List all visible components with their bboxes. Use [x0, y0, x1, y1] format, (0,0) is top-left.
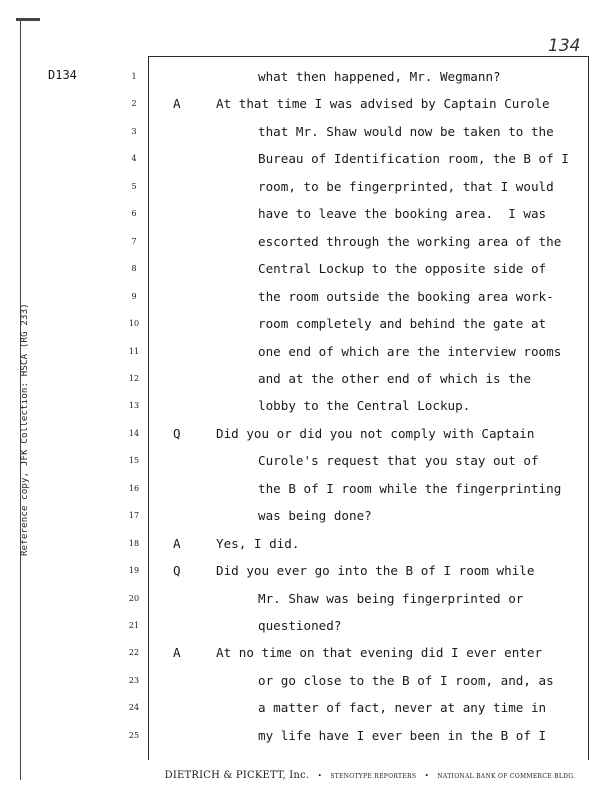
- line-number: 4: [131, 154, 137, 164]
- line-number: 8: [131, 264, 137, 274]
- footer: [150, 770, 590, 781]
- line-number: 17: [128, 511, 140, 521]
- transcript-line: [0, 123, 612, 150]
- transcript-line: [0, 507, 612, 534]
- line-text: escorted through the working area of the: [258, 233, 562, 249]
- line-number: 5: [131, 181, 137, 191]
- line-number: 24: [128, 703, 140, 713]
- line-text: my life have I ever been in the B of I: [258, 727, 547, 743]
- line-text: the room outside the booking area work-: [258, 288, 554, 304]
- line-text: one end of which are the interview rooms: [258, 343, 562, 359]
- transcript-line: [0, 150, 612, 177]
- line-text: room, to be fingerprinted, that I would: [258, 178, 554, 194]
- transcript-line: [0, 644, 612, 671]
- footer-company: DIETRICH & PICKETT, Inc.: [164, 770, 310, 781]
- transcript-line: [0, 370, 612, 397]
- line-number: 1: [131, 72, 137, 81]
- document-id: D134: [48, 68, 77, 82]
- line-text: Bureau of Identification room, the B of I: [258, 151, 569, 167]
- line-text: was being done?: [258, 508, 372, 524]
- footer-address: NATIONAL BANK OF COMMERCE BLDG.: [437, 773, 576, 780]
- transcript-line: [0, 233, 612, 260]
- footer-service: STENOTYPE REPORTERS: [330, 773, 417, 780]
- line-number: 7: [131, 236, 137, 246]
- page-number: 134: [548, 36, 581, 56]
- transcript-line: [0, 480, 612, 507]
- line-number: 23: [128, 675, 140, 685]
- footer-separator: •: [317, 772, 322, 780]
- speaker-label: A: [173, 645, 181, 661]
- line-text: that Mr. Shaw would now be taken to the: [258, 123, 554, 139]
- speaker-label: Q: [173, 425, 181, 441]
- transcript-line: [0, 672, 612, 699]
- line-number: 22: [128, 648, 140, 658]
- transcript-line: [0, 343, 612, 370]
- line-text: Curole's request that you stay out of: [258, 453, 539, 469]
- line-number: 11: [128, 346, 140, 356]
- speaker-label: A: [173, 96, 181, 112]
- transcript-line: [0, 699, 612, 726]
- line-text: Central Lockup to the opposite side of: [258, 261, 547, 277]
- line-number: 9: [131, 291, 137, 301]
- speaker-label: A: [173, 535, 181, 551]
- transcript-line: [0, 68, 612, 95]
- speaker-label: Q: [173, 563, 181, 579]
- line-text: or go close to the B of I room, and, as: [258, 672, 554, 688]
- line-text: a matter of fact, never at any time in: [258, 700, 547, 716]
- transcript-line: [0, 590, 612, 617]
- transcript-line: [0, 288, 612, 315]
- transcript-line: [0, 95, 612, 122]
- transcript-line: [0, 562, 612, 589]
- transcript-line: [0, 178, 612, 205]
- line-text: and at the other end of which is the: [258, 370, 531, 386]
- page-border-top: [148, 56, 589, 57]
- transcript-line: [0, 425, 612, 452]
- line-number: 2: [131, 99, 137, 109]
- line-text: questioned?: [258, 618, 342, 633]
- line-number: 15: [128, 456, 140, 466]
- line-number: 6: [131, 209, 137, 219]
- line-number: 14: [128, 428, 140, 438]
- transcript-line: [0, 727, 612, 754]
- footer-separator: •: [424, 772, 429, 780]
- transcript-line: [0, 205, 612, 232]
- line-text: room completely and behind the gate at: [258, 316, 547, 332]
- line-text: what then happened, Mr. Wegmann?: [258, 69, 501, 84]
- line-number: 20: [128, 593, 140, 603]
- transcript-line: [0, 260, 612, 287]
- line-text: At no time on that evening did I ever enter: [216, 645, 543, 661]
- line-number: 21: [128, 621, 140, 630]
- line-text: Mr. Shaw was being fingerprinted or: [258, 590, 524, 606]
- line-number: 25: [128, 730, 140, 740]
- line-text: Did you ever go into the B of I room while: [216, 563, 535, 579]
- line-number: 19: [128, 566, 140, 576]
- line-number: 12: [128, 373, 140, 383]
- transcript-line: [0, 315, 612, 342]
- archive-reference: Reference copy, JFK Collection: HSCA (RG 233): [20, 303, 30, 556]
- line-number: 13: [128, 401, 140, 411]
- line-text: Did you or did you not comply with Captain: [216, 425, 535, 441]
- transcript-line: [0, 535, 612, 562]
- transcript-line: [0, 452, 612, 479]
- line-number: 16: [128, 483, 140, 493]
- line-text: have to leave the booking area. I was: [258, 206, 547, 222]
- line-number: 18: [128, 538, 140, 548]
- line-text: lobby to the Central Lockup.: [258, 398, 471, 414]
- line-number: 3: [131, 126, 137, 136]
- transcript-line: [0, 397, 612, 424]
- line-text: the B of I room while the fingerprinting: [258, 480, 562, 496]
- line-number: 10: [128, 319, 140, 329]
- line-text: At that time I was advised by Captain Curole: [216, 96, 550, 112]
- line-text: Yes, I did.: [216, 535, 300, 551]
- transcript-line: [0, 617, 612, 644]
